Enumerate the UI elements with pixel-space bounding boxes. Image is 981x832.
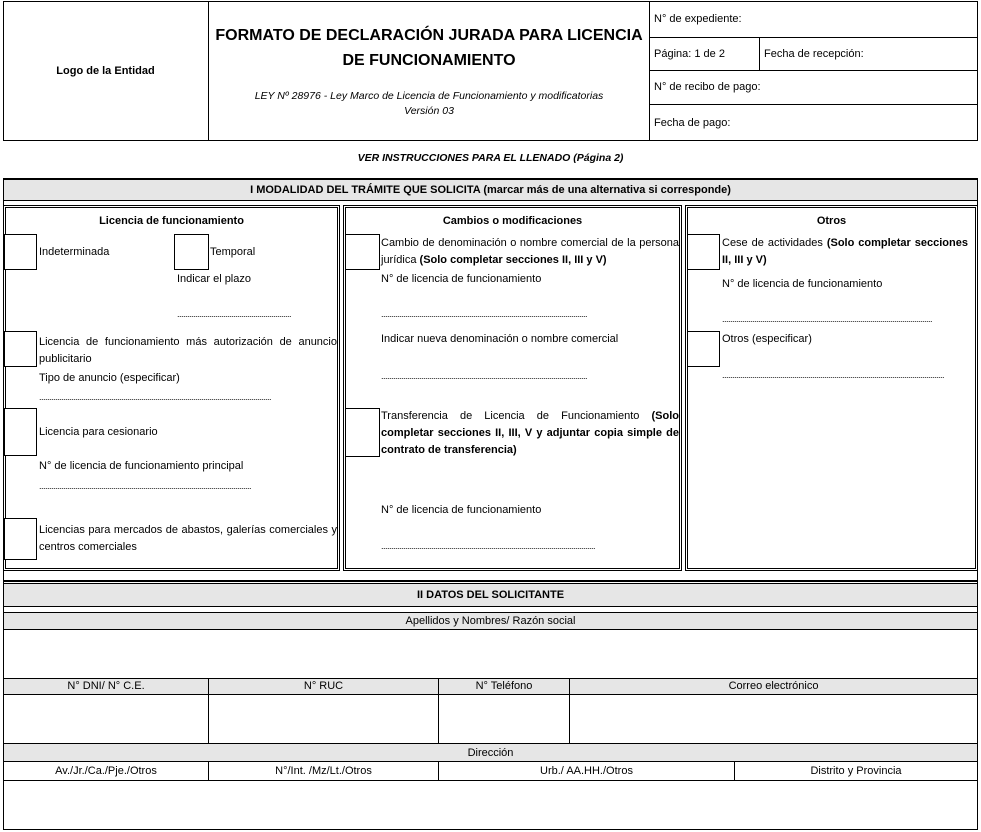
principal-label: N° de licencia de funcionamiento principal bbox=[39, 460, 244, 472]
col2-title: Cambios o modificaciones bbox=[442, 215, 583, 227]
telefono-input[interactable] bbox=[439, 696, 569, 743]
cambio-note: (Solo completar secciones II, III y V) bbox=[419, 254, 607, 266]
col3-title: Otros bbox=[816, 215, 847, 227]
int-header: N°/Int. /Mz/Lt./Otros bbox=[275, 765, 372, 777]
tipo-anuncio-blank[interactable]: .................................................................................................................... bbox=[39, 392, 272, 402]
fecha-pago-label: Fecha de pago: bbox=[654, 116, 731, 129]
apellidos-input[interactable] bbox=[4, 630, 977, 678]
principal-blank[interactable]: .......................................................................................................... bbox=[39, 481, 252, 491]
cese-label bbox=[722, 235, 968, 269]
cambio-licencia-label: N° de licencia de funcionamiento bbox=[381, 273, 542, 285]
anuncio-checkbox[interactable] bbox=[4, 331, 37, 367]
cambio-checkbox[interactable] bbox=[345, 234, 380, 270]
indicar-plazo-label: Indicar el plazo bbox=[177, 273, 251, 285]
indeterminada-checkbox[interactable] bbox=[4, 234, 37, 270]
otros-blank[interactable]: ............................................................................................................... bbox=[722, 370, 945, 380]
form-version: Versión 03 bbox=[404, 105, 454, 117]
recibo-label: N° de recibo de pago: bbox=[654, 81, 761, 93]
transferencia-checkbox[interactable] bbox=[345, 408, 380, 457]
divider bbox=[734, 762, 735, 781]
distrito-header: Distrito y Provincia bbox=[810, 765, 902, 777]
divider bbox=[438, 762, 439, 781]
apellidos-label: Apellidos y Nombres/ Razón social bbox=[405, 615, 576, 627]
logo-cell bbox=[3, 1, 209, 141]
pagina-field bbox=[649, 37, 760, 71]
apellidos-header bbox=[4, 612, 977, 630]
section2-title bbox=[4, 583, 977, 607]
correo-header: Correo electrónico bbox=[728, 680, 819, 692]
col1-title: Licencia de funcionamiento bbox=[99, 215, 244, 227]
col1-frame-inner bbox=[5, 207, 338, 569]
urb-header: Urb./ AA.HH./Otros bbox=[540, 765, 633, 777]
logo-placeholder: Logo de la Entidad bbox=[56, 65, 155, 77]
temporal-label: Temporal bbox=[210, 246, 256, 258]
fecha-recepcion-field[interactable] bbox=[759, 37, 978, 71]
recibo-field[interactable] bbox=[649, 70, 978, 105]
indeterminada-label: Indeterminada bbox=[39, 246, 110, 258]
tipo-anuncio-label: Tipo de anuncio (especificar) bbox=[39, 372, 180, 384]
title-cell bbox=[208, 1, 650, 141]
cesionario-checkbox[interactable] bbox=[4, 408, 37, 456]
section2-title-text: II DATOS DEL SOLICITANTE bbox=[416, 589, 565, 601]
transferencia-label bbox=[381, 408, 679, 459]
fecha-recepcion-label: Fecha de recepción: bbox=[764, 47, 864, 60]
instructions-note: VER INSTRUCCIONES PARA EL LLENADO (Página 2) bbox=[357, 152, 624, 164]
direccion-label: Dirección bbox=[467, 747, 514, 759]
expediente-label: N° de expediente: bbox=[654, 13, 742, 25]
cambio-licencia-blank[interactable]: ....................................................................................................... bbox=[381, 309, 588, 319]
section1-title-text: I MODALIDAD DEL TRÁMITE QUE SOLICITA (marcar más de una alternativa si corresponde) bbox=[250, 184, 731, 196]
expediente-field[interactable] bbox=[649, 1, 978, 38]
divider bbox=[208, 762, 209, 781]
mercados-checkbox[interactable] bbox=[4, 518, 37, 560]
telefono-header: N° Teléfono bbox=[475, 680, 533, 692]
cese-licencia-blank[interactable]: ......................................................................................................... bbox=[722, 314, 933, 324]
transferencia-licencia-blank[interactable]: ........................................................................................................... bbox=[381, 541, 596, 551]
nueva-denominacion-blank[interactable]: ....................................................................................................... bbox=[381, 371, 588, 381]
pagina-label: Página: 1 de 2 bbox=[654, 47, 725, 60]
transferencia-text: Transferencia de Licencia de Funcionamiento bbox=[381, 410, 640, 422]
cese-text: Cese de actividades bbox=[722, 237, 823, 249]
form-title: FORMATO DE DECLARACIÓN JURADA PARA LICENCIA DE FUNCIONAMIENTO bbox=[215, 27, 643, 69]
section1-title bbox=[4, 179, 977, 201]
av-header: Av./Jr./Ca./Pje./Otros bbox=[55, 765, 157, 777]
nueva-denominacion-label: Indicar nueva denominación o nombre comercial bbox=[381, 333, 619, 345]
mercados-label: Licencias para mercados de abastos, galerías comerciales y centros comerciales bbox=[39, 524, 337, 553]
cambio-text: Cambio de denominación o nombre comercial de la persona jurídica bbox=[381, 237, 679, 266]
ruc-input[interactable] bbox=[209, 696, 438, 743]
correo-input[interactable] bbox=[570, 696, 977, 743]
cambio-label bbox=[381, 235, 679, 269]
law-reference: LEY Nº 28976 - Ley Marco de Licencia de Funcionamiento y modificatorias bbox=[254, 90, 604, 102]
cese-checkbox[interactable] bbox=[687, 234, 720, 270]
cese-note: (Solo completar secciones II, III y V) bbox=[722, 237, 968, 266]
anuncio-label: Licencia de funcionamiento más autorización de anuncio publicitario bbox=[39, 336, 337, 365]
fecha-pago-field[interactable] bbox=[649, 104, 978, 141]
otros-checkbox[interactable] bbox=[687, 331, 720, 367]
direccion-input[interactable] bbox=[4, 782, 977, 829]
ruc-header: N° RUC bbox=[303, 680, 344, 692]
cese-licencia-label: N° de licencia de funcionamiento bbox=[722, 278, 883, 290]
temporal-checkbox[interactable] bbox=[174, 234, 209, 270]
dni-header: N° DNI/ N° C.E. bbox=[67, 680, 145, 692]
transferencia-licencia-label: N° de licencia de funcionamiento bbox=[381, 504, 542, 516]
transferencia-note: (Solo completar secciones II, III, V y adjuntar copia simple de contrato de transferencia) bbox=[381, 410, 679, 456]
plazo-blank[interactable]: ......................................................... bbox=[177, 309, 292, 319]
direccion-header bbox=[4, 743, 977, 762]
dni-input[interactable] bbox=[4, 696, 208, 743]
otros-label: Otros (especificar) bbox=[722, 333, 812, 345]
cesionario-label: Licencia para cesionario bbox=[39, 426, 158, 438]
